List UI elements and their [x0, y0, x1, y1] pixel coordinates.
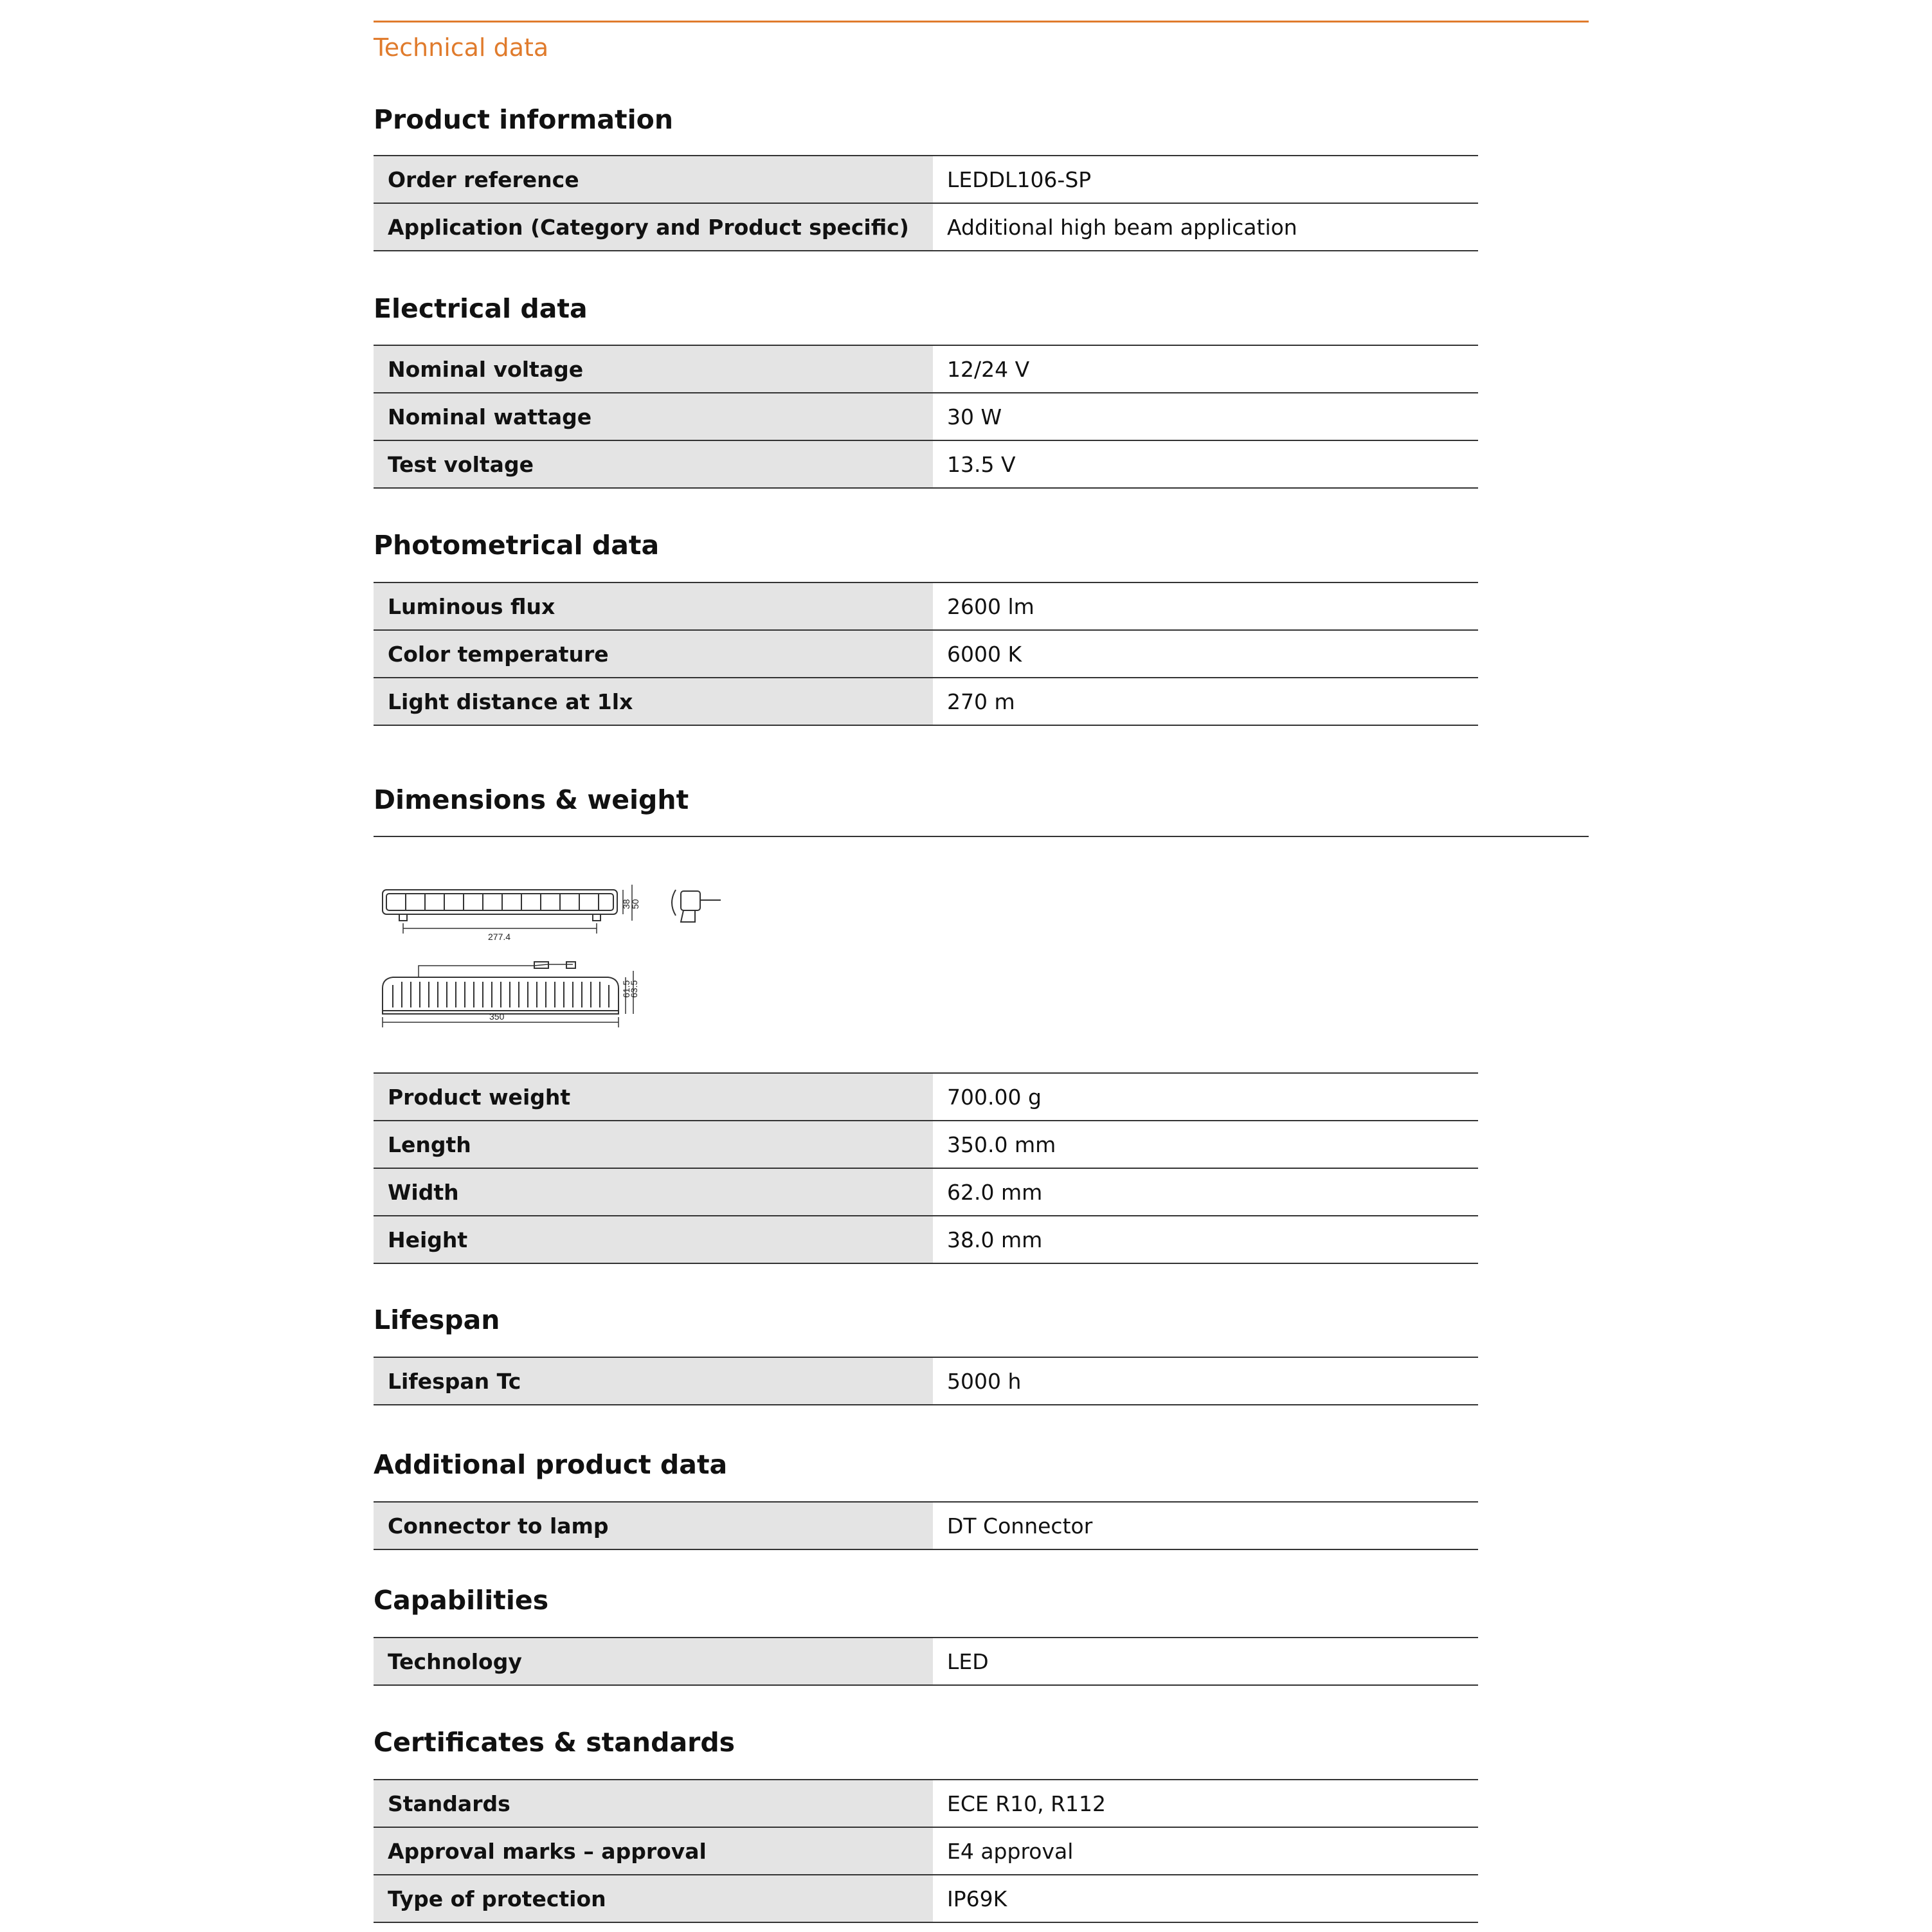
certificates-standards-table	[374, 1779, 1478, 1923]
dimension-drawing	[374, 876, 759, 1030]
technical-data-heading: Technical data	[374, 33, 549, 62]
side-height-label-2: 63.5	[629, 980, 639, 998]
row-label: Standards	[374, 1780, 933, 1827]
table-row	[374, 441, 1478, 489]
row-label: Height	[374, 1216, 933, 1263]
dimensions-rule	[374, 836, 1589, 837]
electrical-data-title: Electrical data	[374, 293, 588, 324]
capabilities-table	[374, 1637, 1478, 1686]
row-value: 62.0 mm	[947, 1179, 1043, 1205]
row-value: LEDDL106-SP	[947, 167, 1092, 192]
row-value: 30 W	[947, 404, 1002, 429]
row-value: DT Connector	[947, 1513, 1093, 1539]
row-label: Technology	[374, 1638, 933, 1684]
row-value: ECE R10, R112	[947, 1791, 1106, 1816]
table-row	[374, 1828, 1478, 1875]
table-row	[374, 1358, 1478, 1405]
row-label: Approval marks – approval	[374, 1828, 933, 1874]
rear-view-drawing	[383, 962, 633, 1027]
side-view-drawing	[672, 890, 721, 922]
front-view-drawing	[383, 885, 632, 934]
row-label: Color temperature	[374, 631, 933, 677]
row-label: Application (Category and Product specific)	[374, 204, 933, 250]
row-value: 270 m	[947, 689, 1015, 714]
table-row	[374, 631, 1478, 678]
front-height-label-1: 38	[621, 899, 631, 909]
side-height-label-1: 61.5	[621, 980, 631, 998]
row-label: Luminous flux	[374, 583, 933, 629]
table-row	[374, 156, 1478, 204]
electrical-data-table	[374, 345, 1478, 489]
additional-product-data-title: Additional product data	[374, 1449, 728, 1480]
row-value: 13.5 V	[947, 451, 1016, 477]
row-value: E4 approval	[947, 1838, 1074, 1864]
row-value: LED	[947, 1648, 989, 1674]
additional-product-data-table	[374, 1501, 1478, 1550]
photometrical-data-table	[374, 582, 1478, 726]
product-information-title: Product information	[374, 104, 674, 135]
table-row	[374, 393, 1478, 441]
row-value: 350.0 mm	[947, 1132, 1056, 1157]
table-row	[374, 1503, 1478, 1550]
front-width-label: 277.4	[488, 932, 511, 942]
row-value: 5000 h	[947, 1368, 1022, 1394]
table-row	[374, 1074, 1478, 1121]
dimensions-weight-title: Dimensions & weight	[374, 784, 689, 815]
row-value: 6000 K	[947, 641, 1022, 667]
row-label: Lifespan Tc	[374, 1358, 933, 1404]
lifespan-table	[374, 1357, 1478, 1405]
row-value: Additional high beam application	[947, 214, 1297, 240]
row-label: Length	[374, 1121, 933, 1168]
dimensions-weight-table	[374, 1072, 1478, 1264]
length-label: 350	[489, 1011, 505, 1022]
front-height-label-2: 50	[630, 899, 640, 909]
row-label: Type of protection	[374, 1875, 933, 1922]
row-label: Connector to lamp	[374, 1503, 933, 1549]
table-row	[374, 346, 1478, 393]
table-row	[374, 583, 1478, 631]
row-value: 12/24 V	[947, 356, 1030, 382]
table-row	[374, 1638, 1478, 1686]
row-label: Width	[374, 1169, 933, 1215]
capabilities-title: Capabilities	[374, 1585, 549, 1616]
row-label: Nominal voltage	[374, 346, 933, 392]
header-rule	[374, 21, 1589, 23]
row-label: Test voltage	[374, 441, 933, 487]
photometrical-data-title: Photometrical data	[374, 530, 660, 561]
table-row	[374, 204, 1478, 251]
row-value: IP69K	[947, 1886, 1007, 1911]
lifespan-title: Lifespan	[374, 1305, 500, 1335]
product-information-table	[374, 155, 1478, 251]
row-label: Nominal wattage	[374, 393, 933, 440]
table-row	[374, 1169, 1478, 1216]
row-label: Light distance at 1lx	[374, 678, 933, 725]
certificates-standards-title: Certificates & standards	[374, 1727, 736, 1758]
row-value: 2600 lm	[947, 593, 1034, 619]
table-row	[374, 1875, 1478, 1923]
table-row	[374, 1216, 1478, 1264]
table-row	[374, 1121, 1478, 1169]
row-value: 700.00 g	[947, 1084, 1042, 1110]
row-label: Order reference	[374, 156, 933, 203]
row-label: Product weight	[374, 1074, 933, 1120]
table-row	[374, 678, 1478, 726]
row-value: 38.0 mm	[947, 1227, 1043, 1252]
table-row	[374, 1780, 1478, 1828]
